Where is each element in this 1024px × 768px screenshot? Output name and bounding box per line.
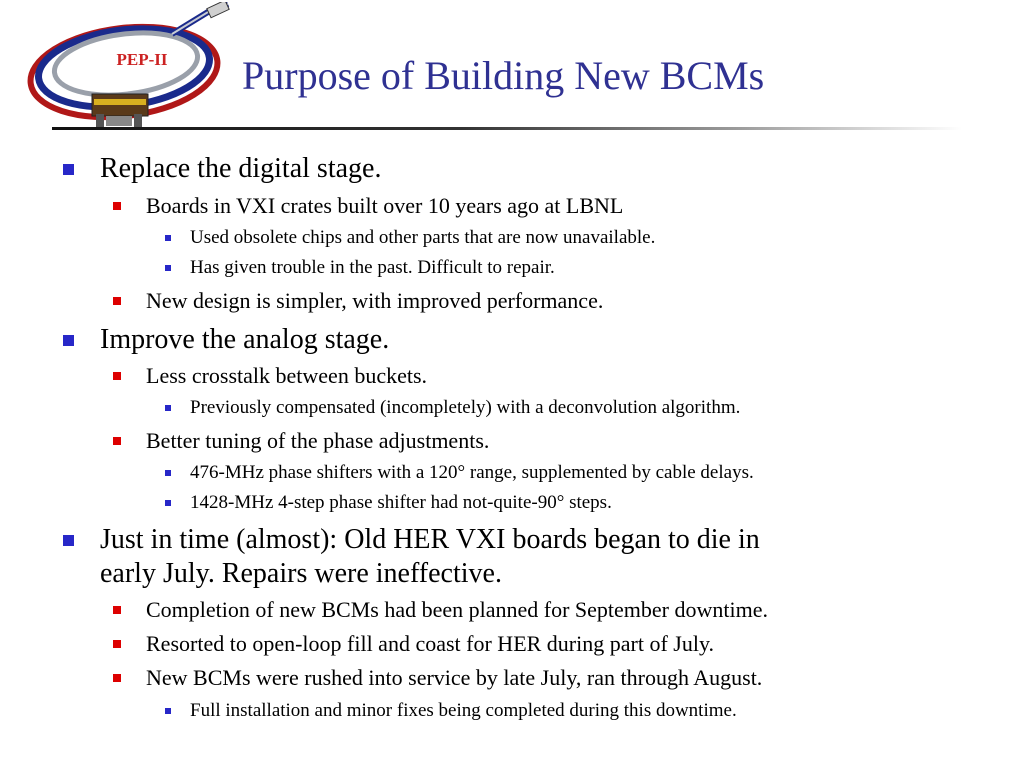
bullet-level-1 <box>100 523 760 591</box>
bullet-text: Better tuning of the phase adjustments. <box>146 428 490 453</box>
bullet-level-3 <box>190 461 754 485</box>
bullet-text: Less crosstalk between buckets. <box>146 363 428 388</box>
bullet-text-line-2: early July. Repairs were ineffective. <box>100 558 502 589</box>
square-bullet-icon <box>113 674 121 682</box>
bullet-level-1 <box>100 323 389 357</box>
square-bullet-icon <box>165 405 171 411</box>
square-bullet-icon <box>113 202 121 210</box>
bullet-level-2 <box>146 664 762 692</box>
bullet-text: Improve the analog stage. <box>100 324 390 355</box>
bullet-text: Replace the digital stage. <box>100 153 382 184</box>
square-bullet-icon <box>63 535 74 546</box>
square-bullet-icon <box>63 335 74 346</box>
bullet-text: 476-MHz phase shifters with a 120° range, supplemented by cable delays. <box>190 462 754 483</box>
bullet-text: Resorted to open-loop fill and coast for HER during part of July. <box>146 631 715 656</box>
bullet-text: New BCMs were rushed into service by late July, ran through August. <box>146 665 763 690</box>
bullet-text-line-1: Just in time (almost): Old HER VXI boards began to die in <box>100 524 760 555</box>
bullet-text: Boards in VXI crates built over 10 years ago at LBNL <box>146 193 624 218</box>
bullet-text: Used obsolete chips and other parts that are now unavailable. <box>190 227 656 248</box>
bullet-level-3 <box>190 226 655 250</box>
bullet-level-3 <box>190 699 737 723</box>
bullet-level-2 <box>146 427 489 455</box>
bullet-level-1 <box>100 152 381 186</box>
square-bullet-icon <box>63 164 74 175</box>
square-bullet-icon <box>113 437 121 445</box>
square-bullet-icon <box>165 708 171 714</box>
square-bullet-icon <box>165 235 171 241</box>
slide-title: Purpose of Building New BCMs <box>242 53 765 98</box>
bullet-level-2 <box>146 630 714 658</box>
bullet-level-3 <box>190 396 740 420</box>
bullet-level-3 <box>190 491 612 515</box>
bullet-level-2 <box>146 362 427 390</box>
bullet-text: Has given trouble in the past. Difficult to repair. <box>190 257 555 278</box>
square-bullet-icon <box>113 640 121 648</box>
bullet-text: New design is simpler, with improved performance. <box>146 288 604 313</box>
bullet-level-3 <box>190 256 555 280</box>
square-bullet-icon <box>165 500 171 506</box>
square-bullet-icon <box>113 372 121 380</box>
square-bullet-icon <box>165 470 171 476</box>
bullet-text: Previously compensated (incompletely) with a deconvolution algorithm. <box>190 397 741 418</box>
bullet-level-2 <box>146 596 768 624</box>
square-bullet-icon <box>113 606 121 614</box>
bullet-text: Completion of new BCMs had been planned for September downtime. <box>146 597 768 622</box>
square-bullet-icon <box>113 297 121 305</box>
logo-text: PEP-II <box>116 50 168 69</box>
bullet-text: 1428-MHz 4-step phase shifter had not-quite-90° steps. <box>190 492 612 513</box>
bullet-level-2 <box>146 192 623 220</box>
bullet-level-2 <box>146 287 603 315</box>
bullet-text: Full installation and minor fixes being completed during this downtime. <box>190 700 737 721</box>
square-bullet-icon <box>165 265 171 271</box>
